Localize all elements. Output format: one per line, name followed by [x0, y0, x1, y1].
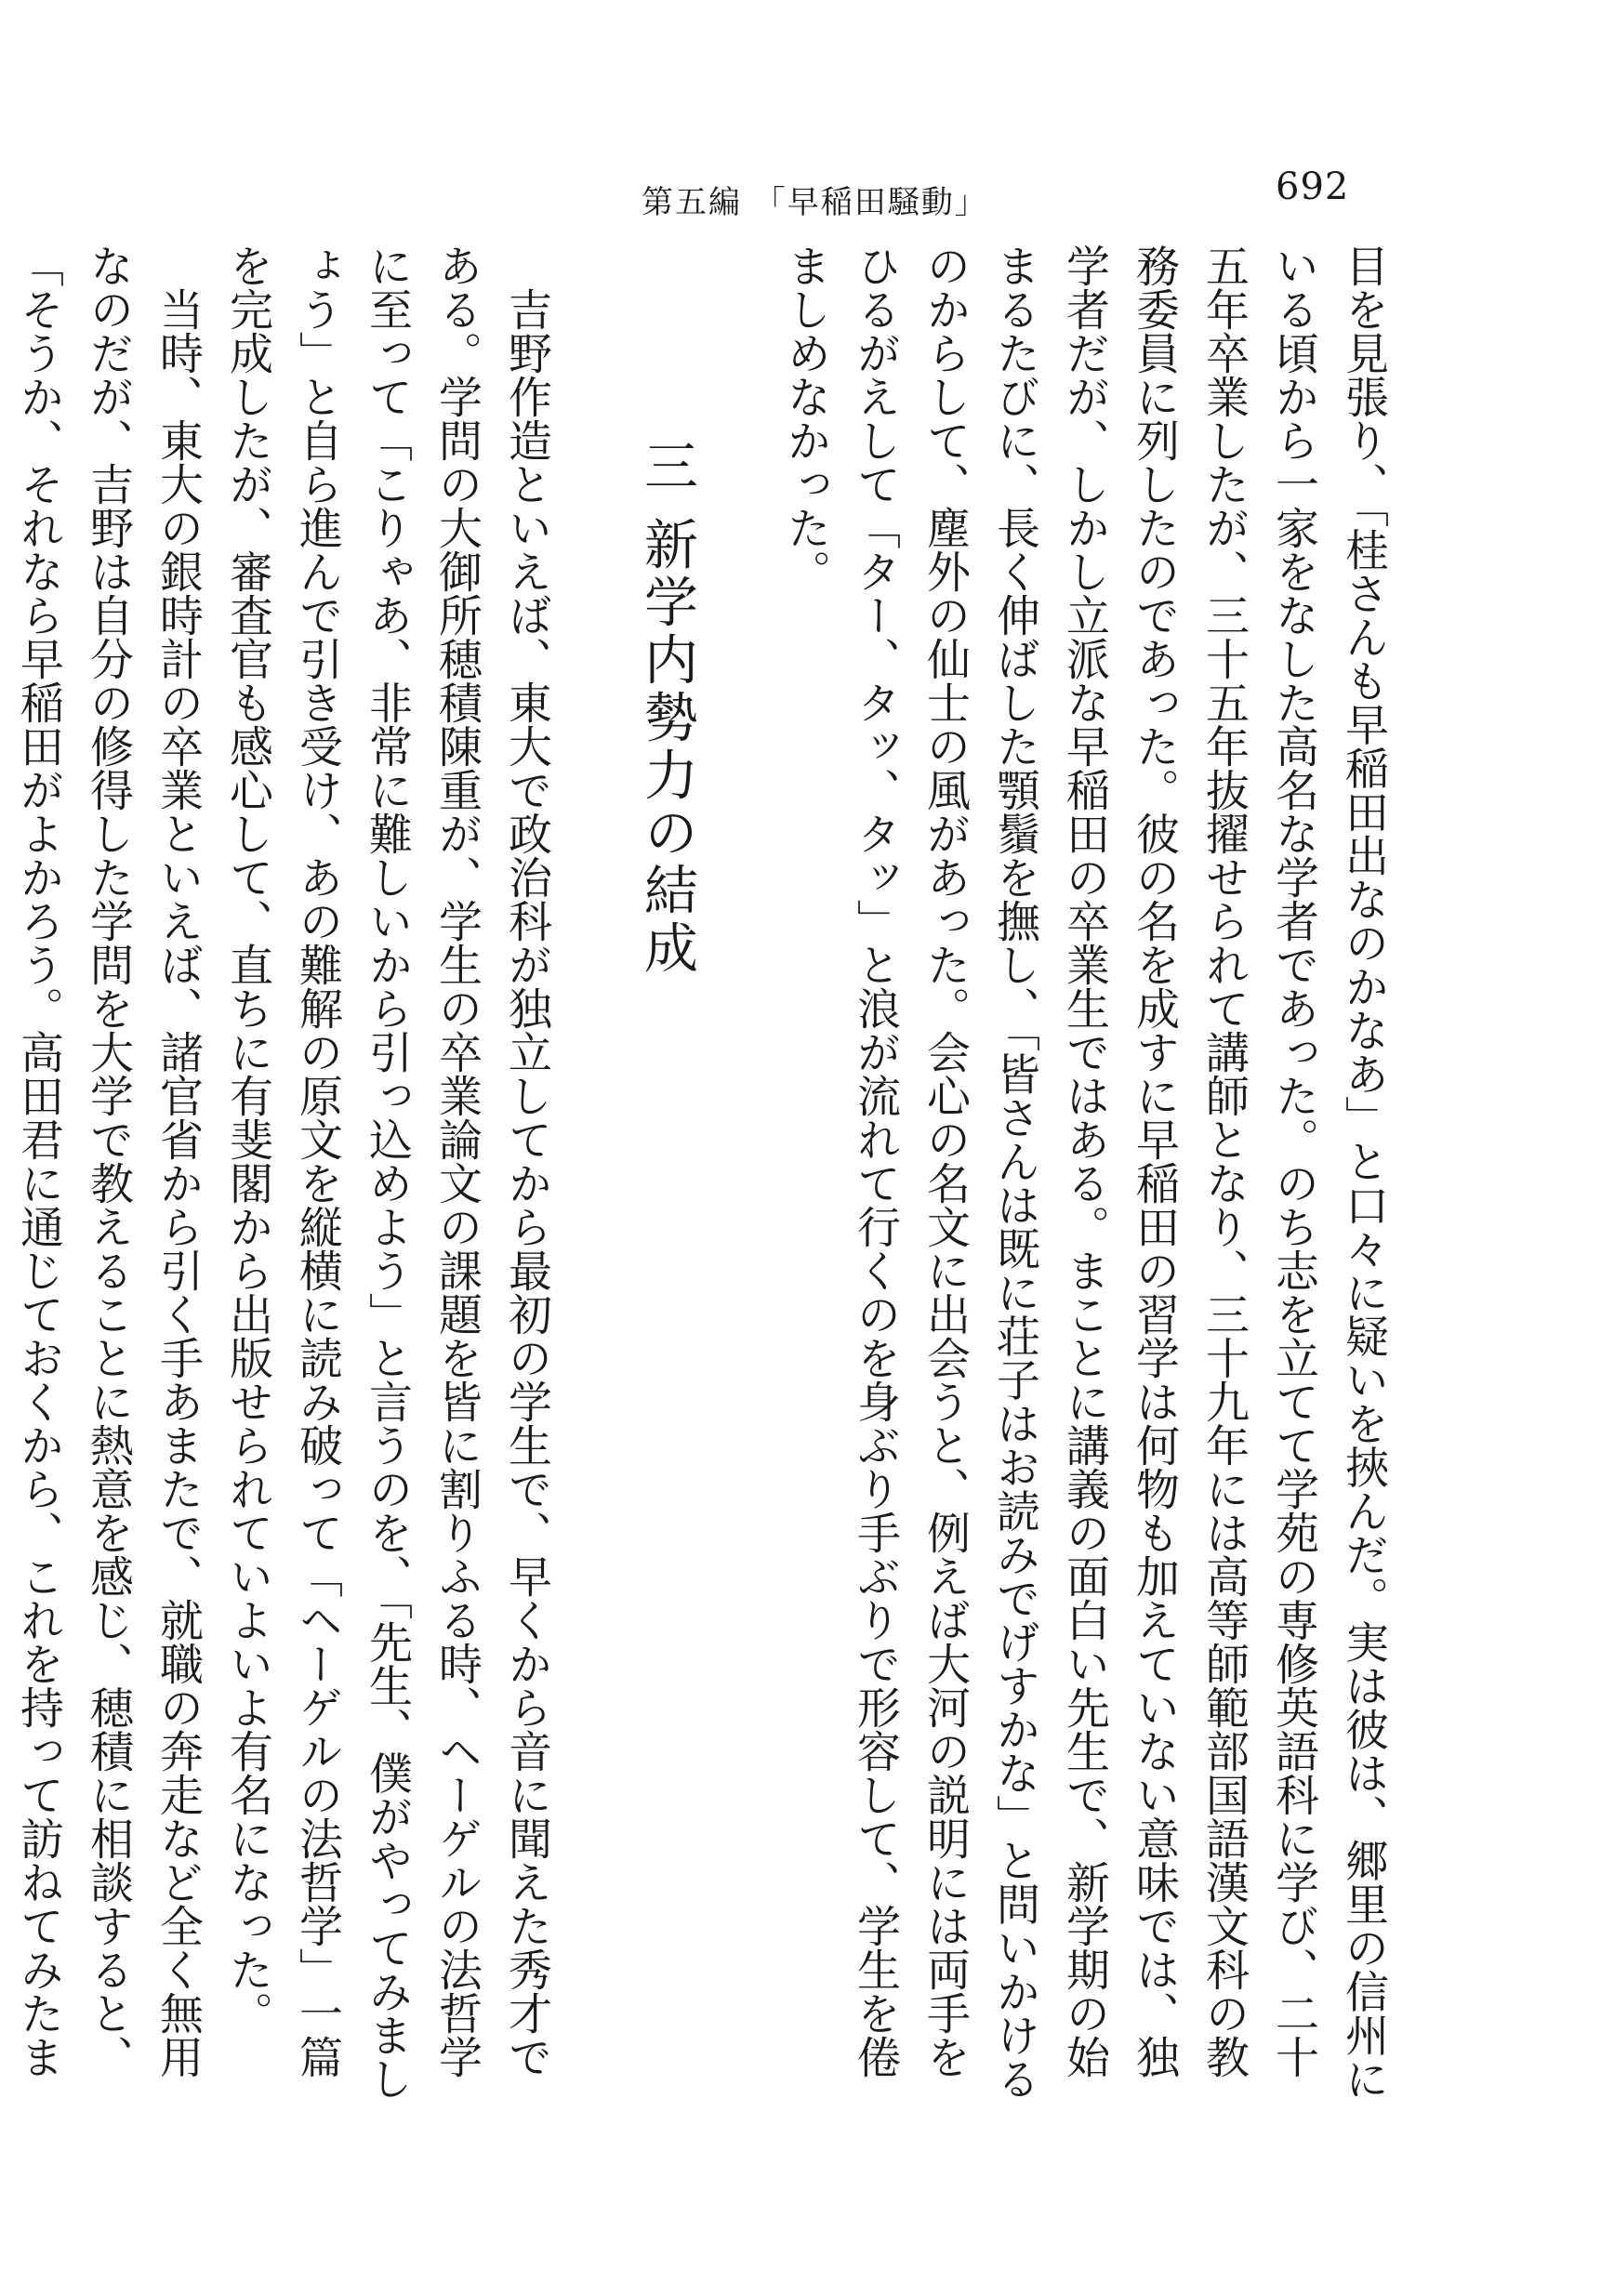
paragraph-continued: 目を見張り、「桂さんも早稲田出なのかなあ」と口々に疑いを挾んだ。実は彼は、郷里の信州にいる頃から一家をなした高名な学者であった。のち志を立てて学苑の専修英語科に学び、二十五年卒業したが、三十五年抜擢せられて講師となり、三十九年には高等師範部国語漢文科の教務委員に列したのであった。彼の名を成すに早稲田の習学は何物も加えていない意味では、独学者だが、しかし立派な早稲田の卒業生ではある。まことに講義の面白い先生で、新学期の始まるたびに、長く伸ばした顎鬚を撫し、「皆さんは既に荘子はお読みでげすかな」と問いかけるのからして、塵外の仙士の風があった。会心の名文に出会うと、例えば大河の説明には両手をひるがえして「ター、タッ、タッ」と浪が流れて行くのを身ぶり手ぶりで形容して、学生を倦ましめなかった。 — [780, 244, 1389, 2101]
paragraph: 吉野作造といえば、東大で政治科が独立してから最初の学生で、早くから音に聞えた秀才である。学問の大御所穂積陳重が、学生の卒業論文の課題を皆に割りふる時、ヘーゲルの法哲学に至って「こりゃあ、非常に難しいから引っ込めよう」と言うのを、「先生、僕がやってみましょう」と自ら進んで引き受け、あの難解の原文を縦横に読み破って「ヘーゲルの法哲学」一篇を完成したが、審査官も感心して、直ちに有斐閣から出版せられていよいよ有名になった。 — [222, 244, 552, 2101]
vertical-text-body — [13, 244, 1398, 2103]
page-number: 692 — [1276, 165, 1350, 208]
running-head: 第五編 「早稲田騒動」 — [642, 184, 988, 221]
section-heading: 三 新学内勢力の結成 — [635, 437, 698, 978]
paragraph: 当時、東大の銀時計の卒業といえば、諸官省から引く手あまたで、就職の奔走など全く無用なのだが、吉野は自分の修得した学問を大学で教えることに熱意を感じ、穂積に相談すると、「そうか、それなら早稲田がよかろう。高田君に通じておくから、これを持って訪ねてみたま — [13, 244, 204, 2078]
